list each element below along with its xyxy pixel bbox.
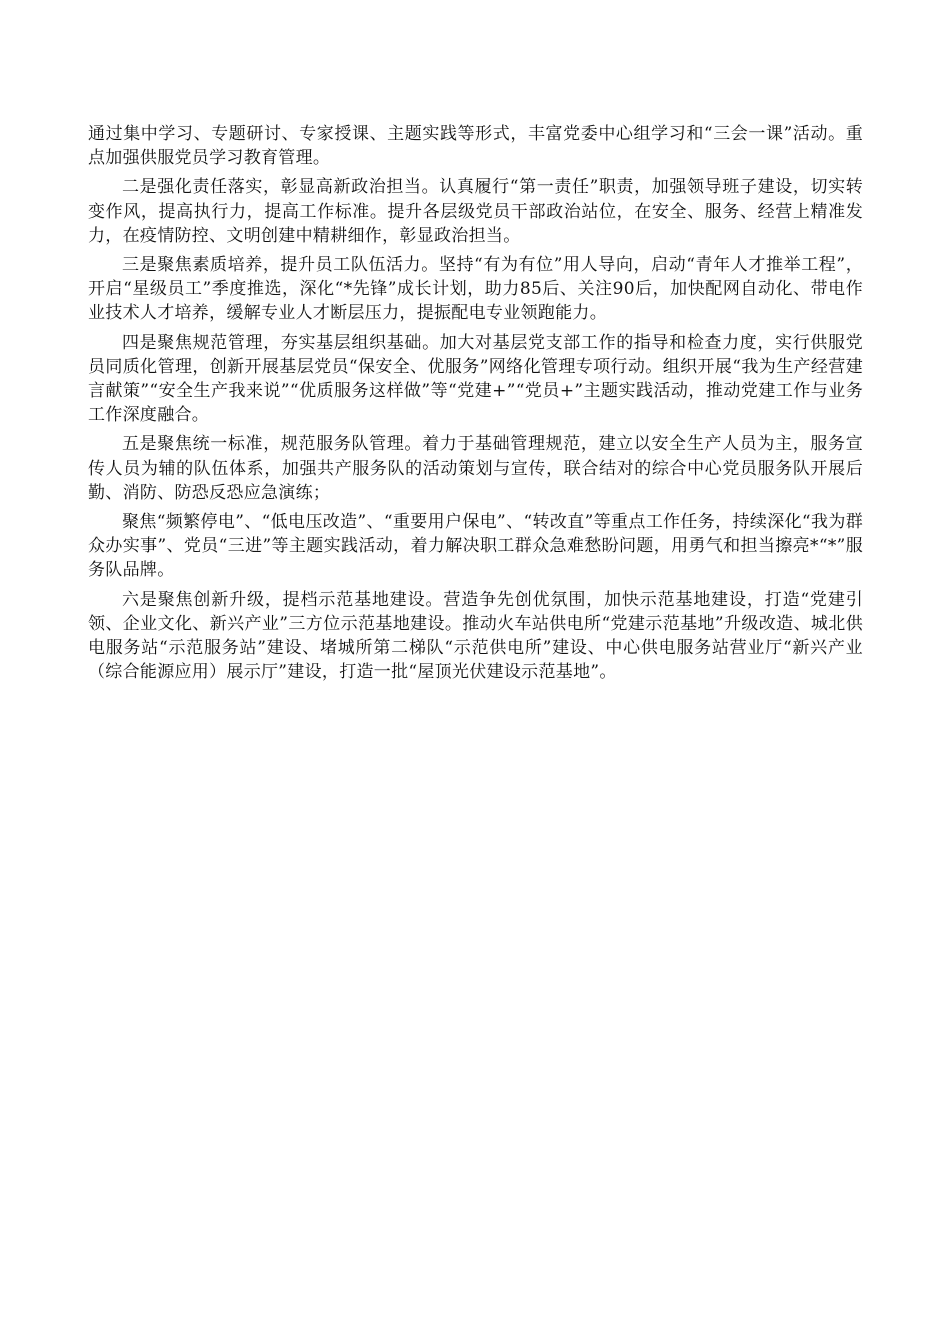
paragraph-demonstration-base: 六是聚焦创新升级，提档示范基地建设。营造争先创优氛围，加快示范基地建设，打造“党建引领、企业文化、新兴产业”三方位示范基地建设。推动火车站供电所“党建示范基地”升级改造、城北供电服务站“示范服务站”建设、堵城所第二梯队“示范供电所”建设、中心供电服务站营业厅“新兴产业（综合能源应用）展示厅”建设，打造一批“屋顶光伏建设示范基地”。 <box>88 589 863 683</box>
paragraph-key-tasks: 聚焦“频繁停电”、“低电压改造”、“重要用户保电”、“转改直”等重点工作任务，持续深化“我为群众办实事”、党员“三进”等主题实践活动，着力解决职工群众急难愁盼问题，用勇气和担当擦亮*“*”服务队品牌。 <box>88 512 863 581</box>
paragraph-talent-cultivation: 三是聚焦素质培养，提升员工队伍活力。坚持“有为有位”用人导向，启动“青年人才推举工程”，开启“星级员工”季度推选，深化“*先锋”成长计划，助力85后、关注90后，加快配网自动化、带电作业技术人才培养，缓解专业人才断层压力，提振配电专业领跑能力。 <box>88 255 863 324</box>
document-body <box>88 122 863 689</box>
paragraph-standardized-management: 四是聚焦规范管理，夯实基层组织基础。加大对基层党支部工作的指导和检查力度，实行供服党员同质化管理，创新开展基层党员“保安全、优服务”网络化管理专项行动。组织开展“我为生产经营建言献策”“安全生产我来说”“优质服务这样做”等“党建+”“党员+”主题实践活动，推动党建工作与业务工作深度融合。 <box>88 332 863 426</box>
paragraph-continued: 通过集中学习、专题研讨、专家授课、主题实践等形式，丰富党委中心组学习和“三会一课”活动。重点加强供服党员学习教育管理。 <box>88 124 863 169</box>
paragraph-service-team-standards: 五是聚焦统一标准，规范服务队管理。着力于基础管理规范，建立以安全生产人员为主，服务宣传人员为辅的队伍体系，加强共产服务队的活动策划与宣传，联合结对的综合中心党员服务队开展后勤、消防、防恐反恐应急演练； <box>88 434 863 503</box>
paragraph-responsibility: 二是强化责任落实，彰显高新政治担当。认真履行“第一责任”职责，加强领导班子建设，切实转变作风，提高执行力，提高工作标准。提升各层级党员干部政治站位，在安全、服务、经营上精准发力，在疫情防控、文明创建中精耕细作，彰显政治担当。 <box>88 177 863 246</box>
